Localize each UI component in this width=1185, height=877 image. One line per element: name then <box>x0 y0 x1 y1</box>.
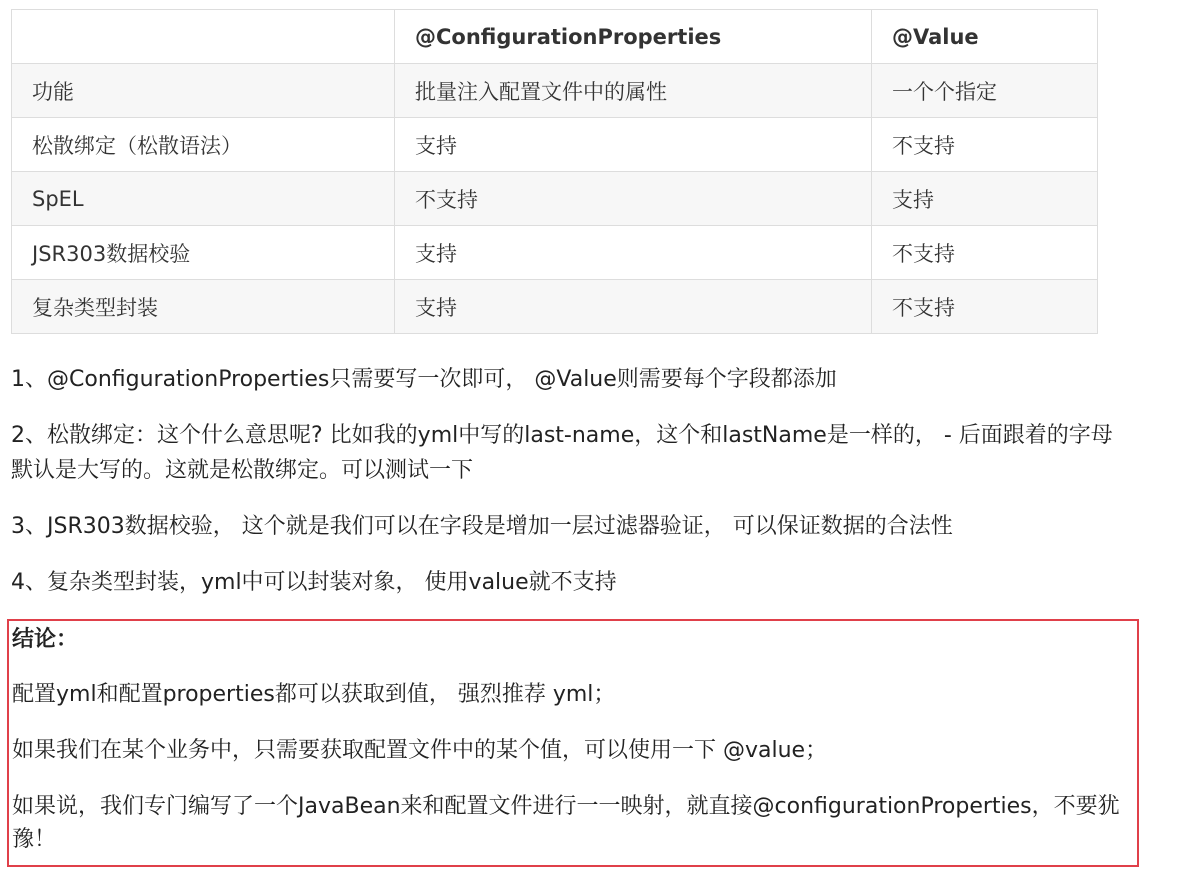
row-value-cell: 不支持 <box>872 226 1098 280</box>
row-configuration-properties-cell: 批量注入配置文件中的属性 <box>395 64 872 118</box>
row-feature-cell: 复杂类型封装 <box>12 280 395 334</box>
row-value-cell: 支持 <box>872 172 1098 226</box>
note-paragraph: 1、@ConfigurationProperties只需要写一次即可， @Value则需要每个字段都添加 <box>11 367 837 392</box>
table-row <box>12 64 1098 118</box>
row-value-cell: 一个个指定 <box>872 64 1098 118</box>
row-feature-cell: 功能 <box>12 64 395 118</box>
note-paragraph: 3、JSR303数据校验， 这个就是我们可以在字段是增加一层过滤器验证， 可以保证数据的合法性 <box>11 514 953 539</box>
table-header-row <box>12 10 1098 64</box>
row-value-cell: 不支持 <box>872 118 1098 172</box>
comparison-table <box>11 9 1098 334</box>
row-configuration-properties-cell: 不支持 <box>395 172 872 226</box>
header-feature <box>12 10 395 64</box>
table-row <box>12 172 1098 226</box>
row-configuration-properties-cell: 支持 <box>395 118 872 172</box>
note-paragraph: 4、复杂类型封装，yml中可以封装对象， 使用value就不支持 <box>11 570 617 595</box>
conclusion-title: 结论： <box>12 627 79 652</box>
conclusion-box <box>7 619 1139 867</box>
header-configuration-properties: @ConfigurationProperties <box>395 10 872 64</box>
conclusion-line: 配置yml和配置properties都可以获取到值， 强烈推荐 yml； <box>12 682 616 707</box>
notes-section <box>11 362 1131 621</box>
row-value-cell: 不支持 <box>872 280 1098 334</box>
note-paragraph: 2、松散绑定：这个什么意思呢? 比如我的yml中写的last-name，这个和lastName是一样的， - 后面跟着的字母默认是大写的。这就是松散绑定。可以测试一下 <box>11 423 1113 483</box>
row-configuration-properties-cell: 支持 <box>395 226 872 280</box>
row-feature-cell: JSR303数据校验 <box>12 226 395 280</box>
row-feature-cell: SpEL <box>12 172 395 226</box>
conclusion-line: 如果说，我们专门编写了一个JavaBean来和配置文件进行一一映射，就直接@configurationProperties，不要犹豫！ <box>12 794 1120 852</box>
table-row <box>12 118 1098 172</box>
row-feature-cell: 松散绑定（松散语法） <box>12 118 395 172</box>
table-row <box>12 226 1098 280</box>
row-configuration-properties-cell: 支持 <box>395 280 872 334</box>
table-row <box>12 280 1098 334</box>
header-value: @Value <box>872 10 1098 64</box>
conclusion-line: 如果我们在某个业务中，只需要获取配置文件中的某个值，可以使用一下 @value； <box>12 738 828 763</box>
